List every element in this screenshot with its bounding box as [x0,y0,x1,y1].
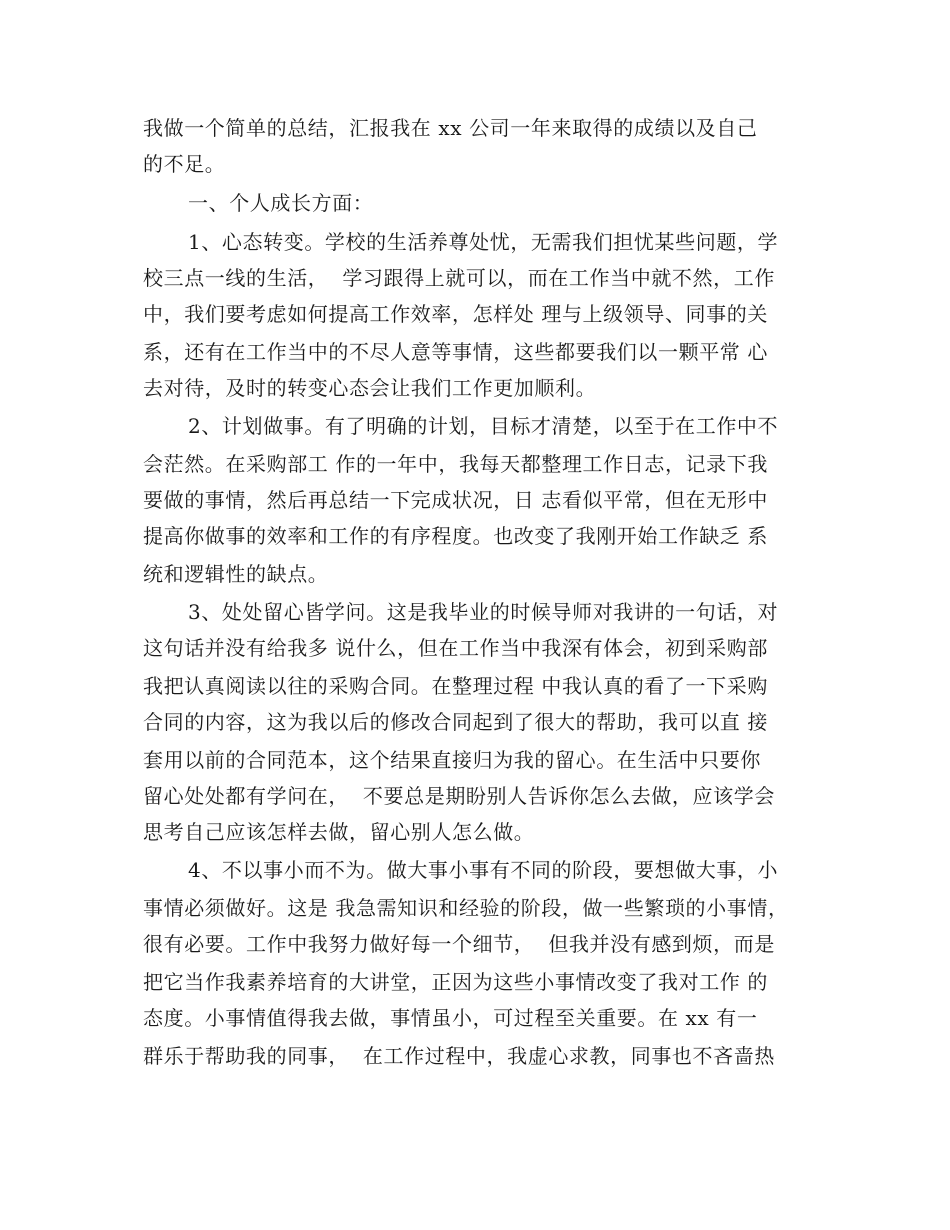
text-line: 3、处处留心皆学问。这是我毕业的时候导师对我讲的一句话，对 [188,600,779,624]
text-line: 群乐于帮助我的同事， 在工作过程中，我虚心求教，同事也不吝啬热 [143,1044,775,1068]
text-line: 4、不以事小而不为。做大事小事有不同的阶段，要想做大事，小 [188,858,779,882]
text-line: 去对待，及时的转变心态会让我们工作更加顺利。 [143,376,597,400]
text-line: 事情必须做好。这是 我急需知识和经验的阶段，做一些繁琐的小事情， [143,896,789,920]
text-line: 1、心态转变。学校的生活养尊处忧，无需我们担忧某些问题，学 [188,230,779,254]
text-line: 留心处处都有学问在， 不要总是期盼别人告诉你怎么去做，应该学会 [143,784,775,808]
text-line: 很有必要。工作中我努力做好每一个细节， 但我并没有感到烦，而是 [143,932,775,956]
text-line: 校三点一线的生活， 学习跟得上就可以，而在工作当中就不然，工作 [143,266,775,290]
text-line: 把它当作我素养培育的大讲堂，正因为这些小事情改变了我对工作 的 [143,970,768,994]
text-line: 我做一个简单的总结，汇报我在 xx 公司一年来取得的成绩以及自己 [143,116,758,140]
text-line: 提高你做事的效率和工作的有序程度。也改变了我刚开始工作缺乏 系 [143,524,768,548]
text-line: 我把认真阅读以往的采购合同。在整理过程 中我认真的看了一下采购 [143,674,768,698]
text-line: 统和逻辑性的缺点。 [143,562,329,586]
text-line: 会茫然。在采购部工 作的一年中，我每天都整理工作日志，记录下我 [143,452,768,476]
text-line: 系，还有在工作当中的不尽人意等事情，这些都要我们以一颗平常 心 [143,340,768,364]
text-line: 套用以前的合同范本，这个结果直接归为我的留心。在生活中只要你 [143,748,761,772]
text-line: 2、计划做事。有了明确的计划，目标才清楚，以至于在工作中不 [188,414,779,438]
text-line: 要做的事情，然后再总结一下完成状况，日 志看似平常，但在无形中 [143,488,768,512]
text-line: 这句话并没有给我多 说什么，但在工作当中我深有体会，初到采购部 [143,636,768,660]
text-line: 态度。小事情值得我去做，事情虽小，可过程至关重要。在 xx 有一 [143,1006,758,1030]
text-line: 思考自己应该怎样去做，留心别人怎么做。 [143,820,535,844]
section-heading: 一、个人成长方面： [188,191,374,215]
text-line: 中，我们要考虑如何提高工作效率，怎样处 理与上级领导、同事的关 [143,302,768,326]
text-line: 合同的内容，这为我以后的修改合同起到了很大的帮助，我可以直 接 [143,710,768,734]
text-line: 的不足。 [143,152,226,176]
